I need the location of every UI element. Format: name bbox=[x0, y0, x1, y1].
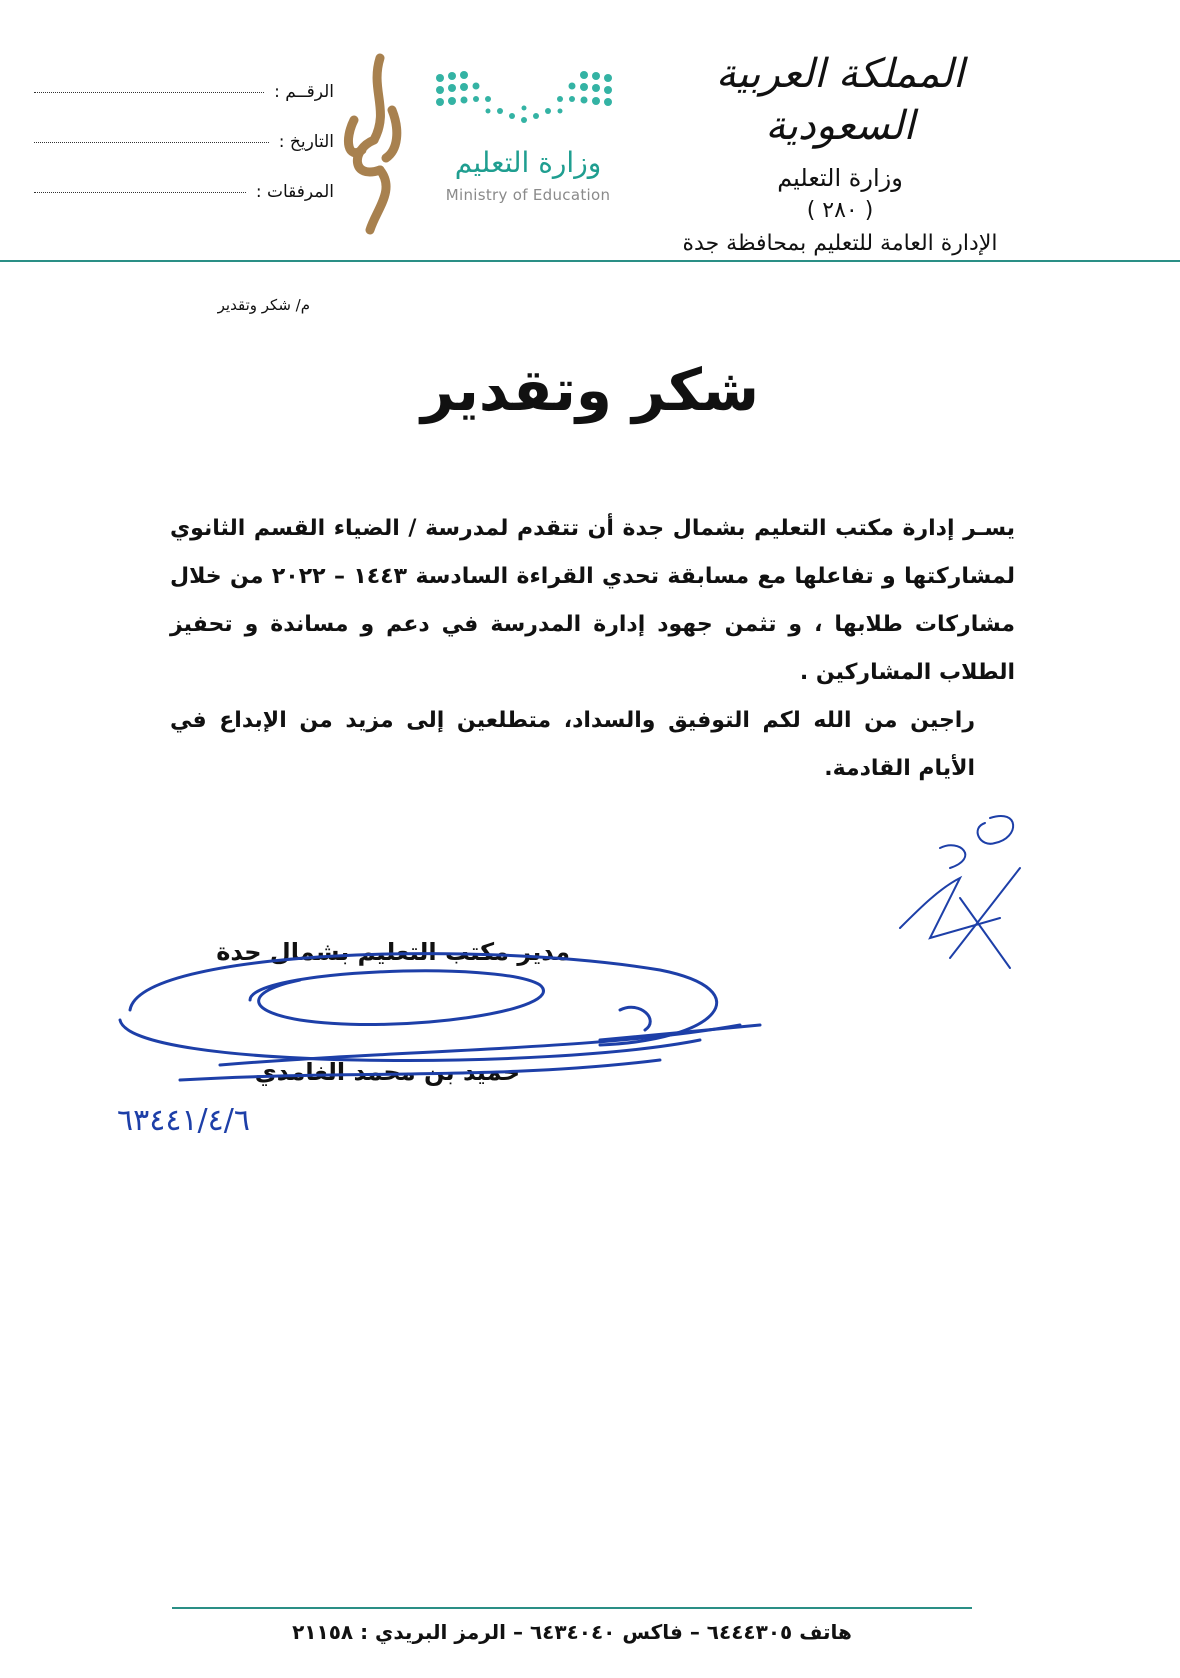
letter-title: شكر وتقدير bbox=[421, 356, 759, 424]
reference-date-label: التاريخ : bbox=[278, 132, 334, 152]
footer-divider bbox=[172, 1607, 972, 1609]
handwritten-signature-icon bbox=[100, 930, 800, 1150]
reference-date-line bbox=[34, 142, 269, 143]
reference-attachments-label: المرفقات : bbox=[255, 182, 334, 202]
body-paragraph-1: يسـر إدارة مكتب التعليم بشمال جدة أن تتقدم لمدرسة / الضياء القسم الثانوي لمشاركتها و تفاعلها مع مسابقة تحدي القراءة السادسة ١٤٤٣ – ٢٠٢٢ من خلال مشاركات طلابها ، و تثمن جهود إدارة المدرسة في دعم و مساندة و تحفيز الطلاب المشاركين . bbox=[170, 516, 1015, 685]
ministry-of-education-logo bbox=[428, 66, 698, 206]
handwritten-date: ٦/٤/١٤٤٣٦ bbox=[116, 1103, 250, 1138]
department-name: الإدارة العامة للتعليم بمحافظة جدة bbox=[682, 231, 998, 256]
closing-position: مدير مكتب التعليم بشمال جدة bbox=[216, 938, 570, 966]
moe-logo-english: Ministry of Education bbox=[445, 186, 611, 204]
reference-number-line bbox=[34, 92, 264, 93]
kingdom-name: المملكة العربية السعودية bbox=[715, 51, 965, 149]
subject-line: م/ شكر وتقدير bbox=[217, 296, 310, 314]
calligraphy-brand-icon bbox=[340, 50, 406, 236]
moe-logo-arabic: وزارة التعليم bbox=[454, 146, 602, 179]
reference-attachments-row bbox=[34, 182, 334, 232]
reference-number-label: الرقــم : bbox=[274, 82, 334, 102]
reference-number-row bbox=[34, 82, 334, 132]
initials-signature-icon bbox=[880, 808, 1030, 978]
letterhead-kingdom-block bbox=[660, 48, 1020, 256]
reference-date-row bbox=[34, 132, 334, 182]
body-paragraph-2: راجين من الله لكم التوفيق والسداد، متطلعين إلى مزيد من الإبداع في الأيام القادمة. bbox=[170, 708, 975, 781]
closing-name: حميد بن محمد الغامدي bbox=[254, 1058, 520, 1086]
letter-body bbox=[170, 505, 1015, 793]
header-divider bbox=[0, 260, 1180, 262]
footer-contact: هاتف ٦٤٤٤٣٠٥ – فاكس ٦٤٣٤٠٤٠ – الرمز البريدي : ٢١١٥٨ bbox=[292, 1620, 852, 1644]
reference-attachments-line bbox=[34, 192, 246, 193]
ministry-name: وزارة التعليم bbox=[777, 164, 903, 192]
moe-dots-icon bbox=[428, 66, 628, 136]
reference-fields bbox=[34, 82, 334, 232]
department-number: ( ٢٨٠ ) bbox=[806, 198, 874, 223]
